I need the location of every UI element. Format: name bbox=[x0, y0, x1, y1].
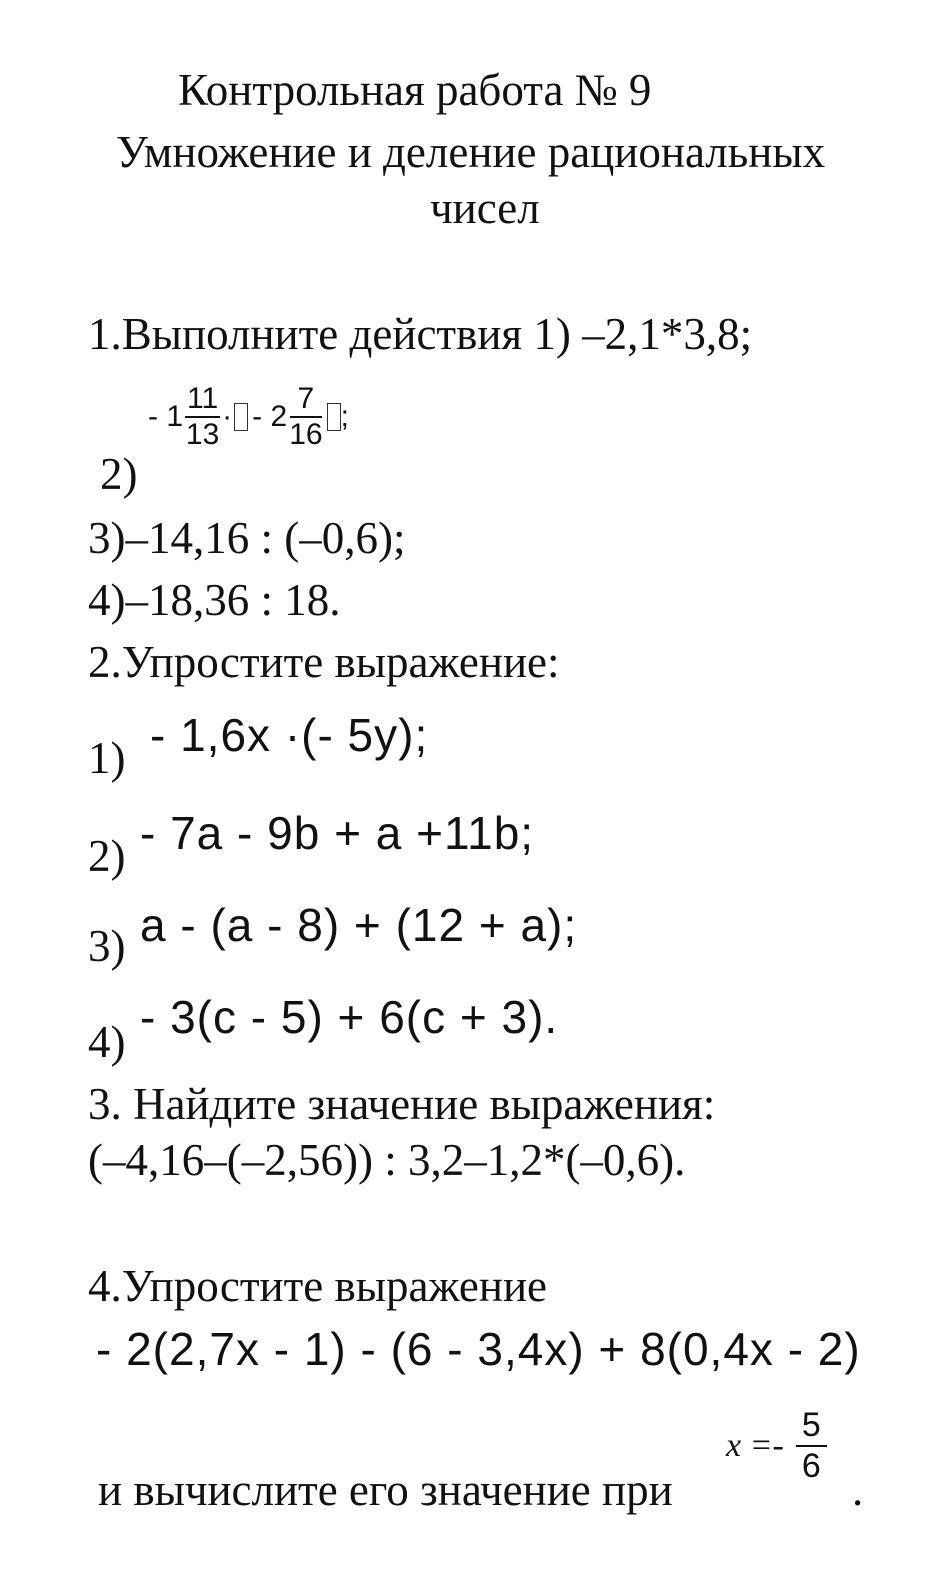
task2-item3-label: 3) bbox=[88, 921, 126, 971]
task2-item4-label: 4) bbox=[88, 1017, 126, 1067]
fraction-2-denominator: 16 bbox=[289, 418, 323, 451]
task4-heading: 4.Упростите выражение bbox=[88, 1261, 548, 1311]
fraction-2 bbox=[289, 382, 322, 452]
task1-item3: 3)–14,16 : (–0,6); bbox=[88, 513, 406, 563]
task2-item1-label: 1) bbox=[88, 733, 126, 783]
task2-item4-expression: - 3(c - 5) + 6(c + 3). bbox=[140, 991, 559, 1043]
expression-end: ; bbox=[340, 400, 349, 433]
fraction-1 bbox=[185, 382, 220, 452]
x-value bbox=[726, 1406, 827, 1486]
title-line-2: Умножение и деление рациональных bbox=[116, 127, 826, 177]
task4-compute-text: и вычислите его значение при bbox=[98, 1465, 673, 1515]
x-value-numerator: 5 bbox=[796, 1406, 827, 1447]
x-value-denominator: 6 bbox=[801, 1447, 821, 1485]
fraction-1-numerator: 11 bbox=[185, 382, 220, 418]
task2-heading: 2.Упростите выражение: bbox=[88, 637, 560, 687]
title-line-3: чисел bbox=[430, 183, 540, 233]
multiply-dot: · bbox=[222, 400, 233, 433]
task3-expression: (–4,16–(–2,56)) : 3,2–1,2*(–0,6). bbox=[88, 1135, 686, 1185]
task2-item2-expression: - 7a - 9b + a +11b; bbox=[140, 807, 535, 859]
task4-expression: - 2(2,7x - 1) - (6 - 3,4x) + 8(0,4x - 2) bbox=[96, 1323, 861, 1375]
task2-item1-expression: - 1,6x ·(- 5y); bbox=[150, 709, 429, 761]
fraction-2-numerator: 7 bbox=[290, 382, 323, 418]
task3-heading: 3. Найдите значение выражения: bbox=[88, 1079, 716, 1129]
bracket-left-glyph bbox=[234, 403, 248, 431]
bracket-right-glyph bbox=[327, 403, 341, 431]
task2-item2-label: 2) bbox=[88, 831, 126, 881]
x-value-lhs: x =- bbox=[726, 1427, 784, 1464]
task1-heading: 1.Выполните действия 1) –2,1*3,8; bbox=[88, 309, 753, 359]
task1-item2-label: 2) bbox=[100, 449, 138, 499]
task1-item4: 4)–18,36 : 18. bbox=[88, 575, 341, 625]
x-value-fraction bbox=[796, 1406, 827, 1486]
task1-item2-expression bbox=[148, 382, 349, 452]
task2-item3-expression: a - (a - 8) + (12 + a); bbox=[140, 899, 578, 951]
mixed-number-2-whole: - 2 bbox=[252, 400, 288, 433]
title-line-1: Контрольная работа № 9 bbox=[178, 65, 652, 115]
mixed-number-1-whole: - 1 bbox=[148, 400, 184, 433]
task4-end: . bbox=[852, 1465, 864, 1515]
fraction-1-denominator: 13 bbox=[185, 418, 220, 451]
